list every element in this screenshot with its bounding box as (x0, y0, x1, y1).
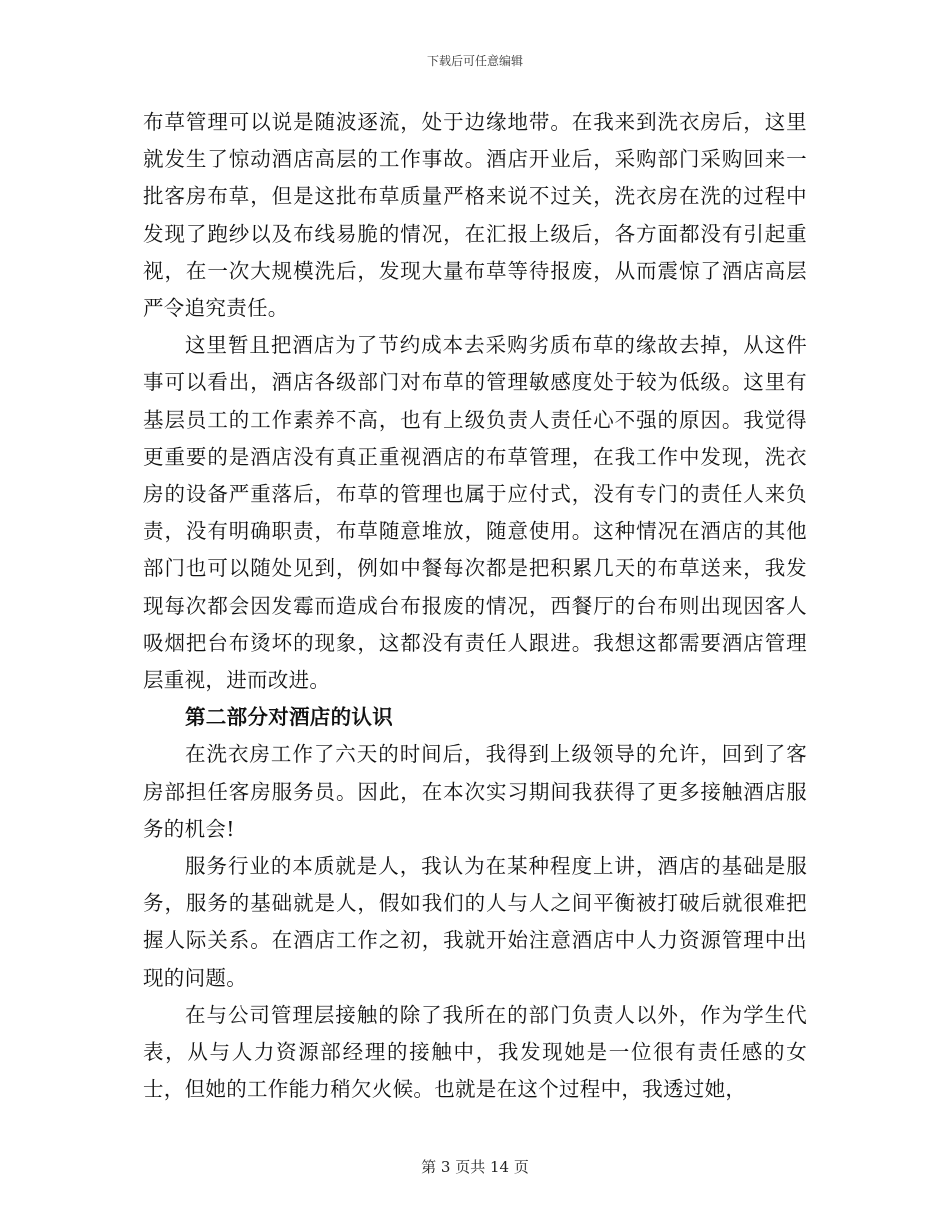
document-body (143, 104, 807, 1108)
paragraph-3: 在洗衣房工作了六天的时间后，我得到上级领导的允许，回到了客房部担任客房服务员。因此，在本次实习期间我获得了更多接触酒店服务的机会! (143, 742, 807, 841)
paragraph-2: 这里暂且把酒店为了节约成本去采购劣质布草的缘故去掉，从这件事可以看出，酒店各级部门对布草的管理敏感度处于较为低级。这里有基层员工的工作素养不高，也有上级负责人责任心不强的原因。我觉得更重要的是酒店没有真正重视酒店的布草管理，在我工作中发现，洗衣房的设备严重落后，布草的管理也属于应付式，没有专门的责任人来负责，没有明确职责，布草随意堆放，随意使用。这种情况在酒店的其他部门也可以随处见到，例如中餐每次都是把积累几天的布草送来，我发现每次都会因发霉而造成台布报废的情况，西餐厅的台布则出现因客人吸烟把台布烫坏的现象，这都没有责任人跟进。我想这都需要酒店管理层重视，进而改进。 (143, 333, 807, 693)
paragraph-4: 服务行业的本质就是人，我认为在某种程度上讲，酒店的基础是服务，服务的基础就是人，假如我们的人与人之间平衡被打破后就很难把握人际关系。在酒店工作之初，我就开始注意酒店中人力资源管理中出现的问题。 (143, 854, 807, 990)
page-number: 第 3 页共 14 页 (421, 1158, 529, 1176)
section-heading: 第二部分对酒店的认识 (185, 705, 393, 730)
page-header: 下载后可任意编辑 (426, 54, 523, 68)
paragraph-5: 在与公司管理层接触的除了我所在的部门负责人以外，作为学生代表，从与人力资源部经理的接触中，我发现她是一位很有责任感的女士，但她的工作能力稍欠火候。也就是在这个过程中，我透过她， (143, 1002, 807, 1102)
paragraph-1: 布草管理可以说是随波逐流，处于边缘地带。在我来到洗衣房后，这里就发生了惊动酒店高层的工作事故。酒店开业后，采购部门采购回来一批客房布草，但是这批布草质量严格来说不过关，洗衣房在洗的过程中发现了跑纱以及布线易脆的情况，在汇报上级后，各方面都没有引起重视，在一次大规模洗后，发现大量布草等待报废，从而震惊了酒店高层严令追究责任。 (143, 110, 807, 321)
